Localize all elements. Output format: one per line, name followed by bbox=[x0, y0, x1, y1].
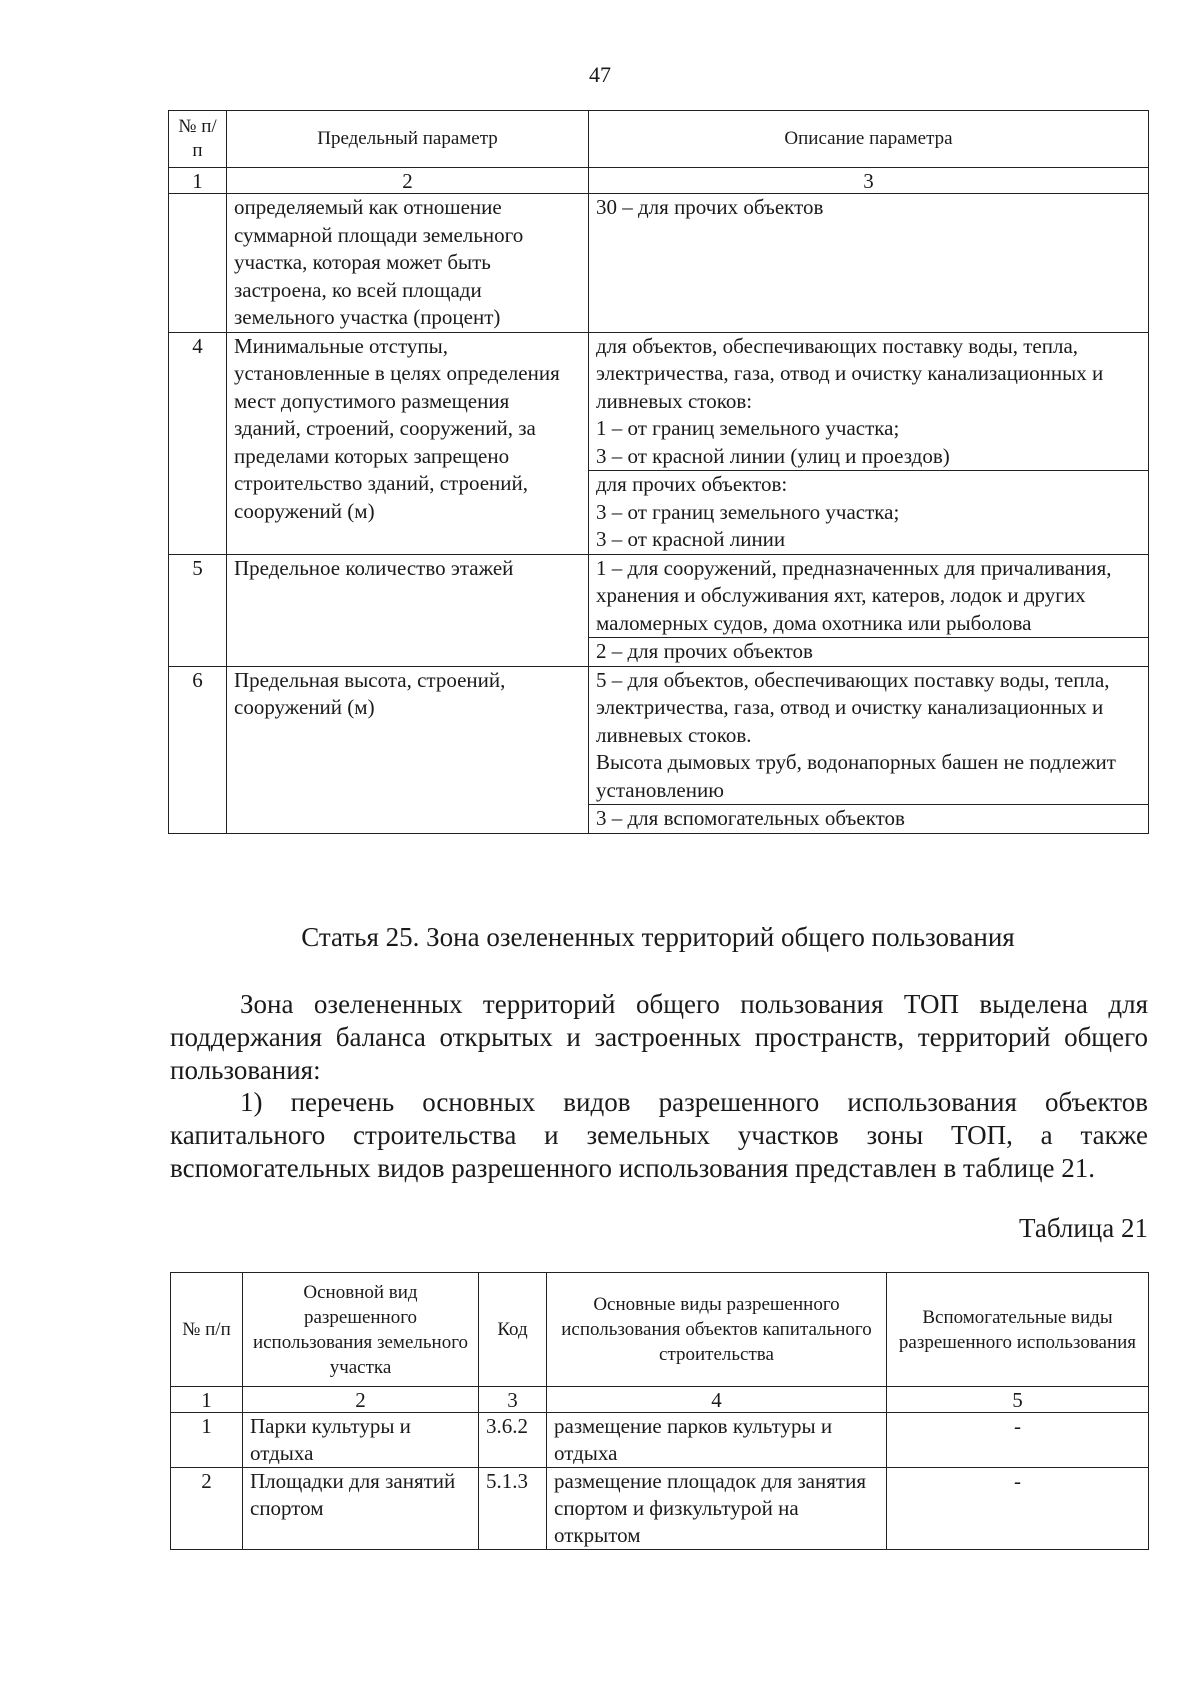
column-header-number: № п/п bbox=[171, 1273, 243, 1387]
column-number-row bbox=[169, 168, 1149, 194]
column-header-description: Описание параметра bbox=[589, 111, 1149, 168]
auxiliary-use-cell: - bbox=[887, 1413, 1149, 1468]
description-line: 3 – от красной линии bbox=[596, 527, 786, 551]
description-cell bbox=[589, 332, 1149, 471]
column-number-row bbox=[171, 1387, 1149, 1413]
row-number: 6 bbox=[169, 666, 227, 833]
parameter-cell: Минимальные отступы, установленные в целях определения мест допустимого размещения зданий, строений, сооружений, за пределами которых запрещено строительство зданий, строений, сооружений (м) bbox=[227, 332, 589, 554]
description-cell bbox=[589, 471, 1149, 555]
table-header-row bbox=[171, 1273, 1149, 1387]
table-row bbox=[169, 666, 1149, 805]
column-header-oks-use: Основные виды разрешенного использования объектов капитального строительства bbox=[547, 1273, 887, 1387]
column-number: 2 bbox=[243, 1387, 479, 1413]
table-caption: Таблица 21 bbox=[1019, 1213, 1148, 1243]
oks-use-cell: размещение парков культуры и отдыха bbox=[547, 1413, 887, 1468]
row-number: 4 bbox=[169, 332, 227, 554]
table-row bbox=[169, 554, 1149, 638]
column-number: 1 bbox=[169, 168, 227, 194]
code-cell: 5.1.3 bbox=[479, 1468, 547, 1550]
main-use-cell: Площадки для занятий спортом bbox=[243, 1468, 479, 1550]
column-header-auxiliary-use: Вспомогательные виды разрешенного использования bbox=[887, 1273, 1149, 1387]
code-cell: 3.6.2 bbox=[479, 1413, 547, 1468]
description-line: 3 – от красной линии (улиц и проездов) bbox=[596, 443, 950, 468]
description-cell: 3 – для вспомогательных объектов bbox=[589, 805, 1149, 834]
column-number: 1 bbox=[171, 1387, 243, 1413]
column-number: 5 bbox=[887, 1387, 1149, 1413]
row-number bbox=[169, 194, 227, 333]
table-row bbox=[171, 1413, 1149, 1468]
column-number: 3 bbox=[479, 1387, 547, 1413]
permitted-use-table bbox=[170, 1272, 1149, 1550]
description-cell bbox=[589, 666, 1149, 805]
parameter-cell: Предельная высота, строений, сооружений (м) bbox=[227, 666, 589, 833]
description-line: 5 – для объектов, обеспечивающих поставку воды, тепла, электричества, газа, отвод и очистку канализационных и ливневых стоков. bbox=[596, 667, 1110, 747]
column-header-main-use: Основной вид разрешенного использования земельного участка bbox=[243, 1273, 479, 1387]
limit-parameters-table bbox=[168, 110, 1149, 834]
auxiliary-use-cell: - bbox=[887, 1468, 1149, 1550]
description-cell: 30 – для прочих объектов bbox=[589, 194, 1149, 333]
parameter-cell: Предельное количество этажей bbox=[227, 554, 589, 666]
column-header-code: Код bbox=[479, 1273, 547, 1387]
column-number: 2 bbox=[227, 168, 589, 194]
column-header-number: № п/п bbox=[169, 111, 227, 168]
row-number: 5 bbox=[169, 554, 227, 666]
description-line: для прочих объектов: bbox=[596, 472, 788, 496]
row-number: 2 bbox=[171, 1468, 243, 1550]
table-row bbox=[169, 332, 1149, 471]
description-line: 3 – от границ земельного участка; bbox=[596, 499, 900, 524]
table-row bbox=[171, 1468, 1149, 1550]
page-number: 47 bbox=[589, 62, 611, 87]
body-paragraph: Зона озелененных территорий общего пользования ТОП выделена для поддержания баланса открытых и застроенных пространств, территорий общего пользования: bbox=[170, 989, 1148, 1085]
article-heading: Статья 25. Зона озелененных территорий общего пользования bbox=[301, 922, 1015, 952]
description-line: для объектов, обеспечивающих поставку воды, тепла, электричества, газа, отвод и очистку канализационных и ливневых стоков: bbox=[596, 333, 1104, 413]
column-number: 3 bbox=[589, 168, 1149, 194]
description-line: Высота дымовых труб, водонапорных башен не подлежит установлению bbox=[596, 750, 1116, 802]
description-cell: 1 – для сооружений, предназначенных для причаливания, хранения и обслуживания яхт, катеров, лодок и других маломерных судов, дома охотника или рыболова bbox=[589, 554, 1149, 638]
row-number: 1 bbox=[171, 1413, 243, 1468]
table-row bbox=[169, 194, 1149, 333]
body-paragraph: 1) перечень основных видов разрешенного использования объектов капитального строительства и земельных участков зоны ТОП, а также вспомогательных видов разрешенного использования представлен в таблице 21. bbox=[170, 1087, 1148, 1183]
oks-use-cell: размещение площадок для занятия спортом и физкультурой на открытом bbox=[547, 1468, 887, 1550]
description-line: 1 – от границ земельного участка; bbox=[596, 416, 900, 440]
parameter-cell: определяемый как отношение суммарной площади земельного участка, которая может быть застроена, ко всей площади земельного участка (процент) bbox=[227, 194, 589, 333]
description-cell: 2 – для прочих объектов bbox=[589, 638, 1149, 667]
column-number: 4 bbox=[547, 1387, 887, 1413]
table-header-row bbox=[169, 111, 1149, 168]
column-header-parameter: Предельный параметр bbox=[227, 111, 589, 168]
main-use-cell: Парки культуры и отдыха bbox=[243, 1413, 479, 1468]
